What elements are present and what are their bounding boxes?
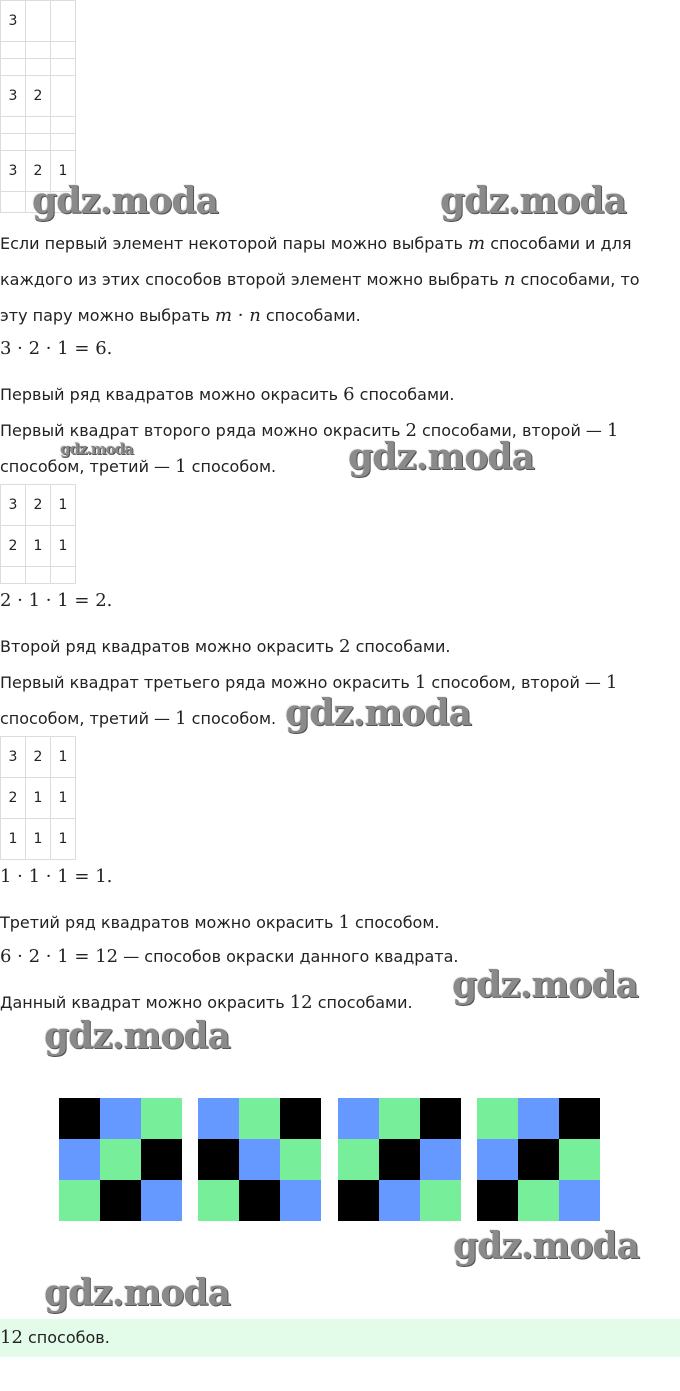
table-cell: 1: [26, 819, 51, 860]
statement-text: Второй ряд квадратов можно окрасить: [0, 637, 340, 656]
color-cell-blue: [338, 1098, 379, 1139]
statement-text: способом.: [349, 913, 440, 932]
statement-text: способами.: [354, 385, 455, 404]
statement-text: способом, третий —: [0, 457, 176, 476]
table-cell: [51, 117, 76, 134]
color-cell-green: [141, 1098, 182, 1139]
math-number: 2: [339, 636, 351, 657]
calculation-2: 2 · 1 · 1 = 2.: [0, 590, 113, 611]
color-cell-black: [198, 1139, 239, 1180]
table-cell: [26, 59, 51, 76]
row3-intro-line-1: [0, 673, 617, 693]
color-cell-blue: [420, 1139, 461, 1180]
table-cell: [51, 134, 76, 151]
table-cell: [26, 42, 51, 59]
color-cell-green: [280, 1139, 321, 1180]
color-cell-black: [141, 1139, 182, 1180]
table-cell: [26, 1, 51, 42]
calculation-1: 3 · 2 · 1 = 6.: [0, 338, 113, 359]
watermark: gdz.moda: [44, 1272, 230, 1314]
statement-text: способами.: [350, 637, 451, 656]
color-cell-blue: [559, 1180, 600, 1221]
rule-line-2: [0, 270, 640, 290]
table-cell: [26, 117, 51, 134]
table-cell: 2: [26, 485, 51, 526]
row3-statement: [0, 913, 440, 933]
statement-text: способами.: [312, 993, 413, 1012]
math-number: 12: [289, 992, 313, 1013]
table-cell: [1, 134, 26, 151]
math-number: 1: [606, 672, 618, 693]
color-cell-black: [59, 1098, 100, 1139]
color-cell-black: [338, 1180, 379, 1221]
table-cell: [1, 567, 26, 584]
statement-text: Данный квадрат можно окрасить: [0, 993, 290, 1012]
math-number: 1: [175, 708, 187, 729]
rule-text: эту пару можно выбрать: [0, 306, 215, 325]
color-cell-green: [518, 1180, 559, 1221]
table-cell: [1, 59, 26, 76]
color-cell-black: [100, 1180, 141, 1221]
color-cell-black: [280, 1098, 321, 1139]
color-cell-blue: [477, 1139, 518, 1180]
color-cell-blue: [379, 1180, 420, 1221]
table-cell: [51, 59, 76, 76]
calculation-3: 1 · 1 · 1 = 1.: [0, 866, 113, 887]
row2-statement: [0, 637, 450, 657]
table-cell: 2: [1, 526, 26, 567]
color-cell-blue: [198, 1098, 239, 1139]
color-cell-green: [198, 1180, 239, 1221]
watermark: gdz.moda: [440, 180, 626, 222]
color-cell-blue: [280, 1180, 321, 1221]
statement-text: способом.: [186, 457, 277, 476]
table-cell: 1: [51, 737, 76, 778]
color-cell-black: [477, 1180, 518, 1221]
color-cell-blue: [518, 1098, 559, 1139]
table-cell: 2: [26, 151, 51, 192]
statement-text: Третий ряд квадратов можно окрасить: [0, 913, 339, 932]
statement-text: — способов окраски данного квадрата.: [118, 947, 459, 966]
table-row: [1, 117, 76, 134]
color-cell-green: [420, 1180, 461, 1221]
watermark: gdz.moda: [44, 1015, 230, 1057]
math-m: m: [468, 233, 486, 254]
row3-intro-line-2: [0, 709, 276, 729]
math-number: 1: [607, 420, 619, 441]
rule-text: каждого из этих способов второй элемент можно выбрать: [0, 270, 504, 289]
math-number: 1: [175, 456, 187, 477]
rule-text: способами.: [260, 306, 361, 325]
color-cell-black: [420, 1098, 461, 1139]
watermark: gdz.moda: [60, 440, 133, 458]
watermark: gdz.moda: [348, 436, 534, 478]
counting-table-2: [0, 484, 76, 584]
answer-text: способов.: [22, 1328, 110, 1347]
total-calculation: [0, 947, 458, 967]
table-cell: [51, 42, 76, 59]
table-cell: 1: [51, 819, 76, 860]
table-cell: [1, 192, 26, 213]
watermark: gdz.moda: [285, 692, 471, 734]
coloring-square-1: [59, 1098, 182, 1221]
table-cell: [51, 567, 76, 584]
statement-text: способом, третий —: [0, 709, 176, 728]
math-expression: 6 · 2 · 1 = 12: [0, 946, 119, 967]
row1-statement: [0, 385, 455, 405]
table-cell: 3: [1, 1, 26, 42]
table-cell: [1, 42, 26, 59]
rule-text: способами, то: [515, 270, 640, 289]
table-cell: 3: [1, 737, 26, 778]
rule-line-3: [0, 306, 361, 326]
table-cell: 3: [1, 485, 26, 526]
table-cell: [51, 76, 76, 117]
statement-text: Первый ряд квадратов можно окрасить: [0, 385, 344, 404]
rule-line-1: [0, 234, 631, 254]
color-cell-black: [518, 1139, 559, 1180]
color-cell-blue: [239, 1139, 280, 1180]
row2-intro-line-2: [0, 457, 276, 477]
color-cell-green: [559, 1139, 600, 1180]
table-row: [1, 737, 76, 778]
color-cell-black: [379, 1139, 420, 1180]
table-row: [1, 526, 76, 567]
table-row: [1, 778, 76, 819]
statement-text: способами, второй —: [416, 421, 608, 440]
math-number: 12: [0, 1327, 23, 1348]
math-number: 1: [338, 912, 350, 933]
table-cell: 1: [26, 778, 51, 819]
table-cell: 2: [26, 737, 51, 778]
table-row: [1, 567, 76, 584]
watermark: gdz.moda: [453, 1225, 639, 1267]
table-cell: 2: [1, 778, 26, 819]
color-cell-green: [100, 1139, 141, 1180]
table-cell: [26, 567, 51, 584]
table-cell: 1: [51, 526, 76, 567]
table-row: [1, 134, 76, 151]
conclusion: [0, 993, 413, 1013]
statement-text: Первый квадрат третьего ряда можно окрасить: [0, 673, 415, 692]
statement-text: Первый квадрат второго ряда можно окрасить: [0, 421, 406, 440]
color-cell-blue: [141, 1180, 182, 1221]
coloring-square-4: [477, 1098, 600, 1221]
math-number: 2: [405, 420, 417, 441]
math-number: 1: [414, 672, 427, 693]
color-cell-blue: [100, 1098, 141, 1139]
math-n: n: [503, 269, 516, 290]
color-cell-green: [477, 1098, 518, 1139]
table-row: [1, 819, 76, 860]
table-cell: 1: [51, 151, 76, 192]
table-row: [1, 42, 76, 59]
math-number: 6: [343, 384, 355, 405]
table-row: [1, 485, 76, 526]
table-cell: 3: [1, 76, 26, 117]
color-cell-black: [239, 1180, 280, 1221]
math-m-times-n: m · n: [214, 305, 261, 326]
table-cell: 1: [51, 778, 76, 819]
table-cell: 3: [1, 151, 26, 192]
color-cell-black: [559, 1098, 600, 1139]
table-cell: 1: [1, 819, 26, 860]
color-cell-green: [338, 1139, 379, 1180]
statement-text: способом, второй —: [426, 673, 607, 692]
table-cell: 1: [26, 526, 51, 567]
color-cell-green: [59, 1180, 100, 1221]
table-row: [1, 59, 76, 76]
table-cell: 1: [51, 485, 76, 526]
table-cell: [51, 1, 76, 42]
table-cell: [26, 134, 51, 151]
color-cell-green: [379, 1098, 420, 1139]
coloring-square-2: [198, 1098, 321, 1221]
table-cell: [1, 117, 26, 134]
table-row: [1, 76, 76, 117]
watermark: gdz.moda: [452, 964, 638, 1006]
rule-text: Если первый элемент некоторой пары можно выбрать: [0, 234, 469, 253]
color-cell-blue: [59, 1139, 100, 1180]
coloring-square-3: [338, 1098, 461, 1221]
watermark: gdz.moda: [32, 180, 218, 222]
table-cell: 2: [26, 76, 51, 117]
table-row: [1, 1, 76, 42]
rule-text: способами и для: [485, 234, 632, 253]
color-cell-green: [239, 1098, 280, 1139]
counting-table-3: [0, 736, 76, 860]
statement-text: способом.: [186, 709, 277, 728]
answer-box: [0, 1319, 680, 1357]
